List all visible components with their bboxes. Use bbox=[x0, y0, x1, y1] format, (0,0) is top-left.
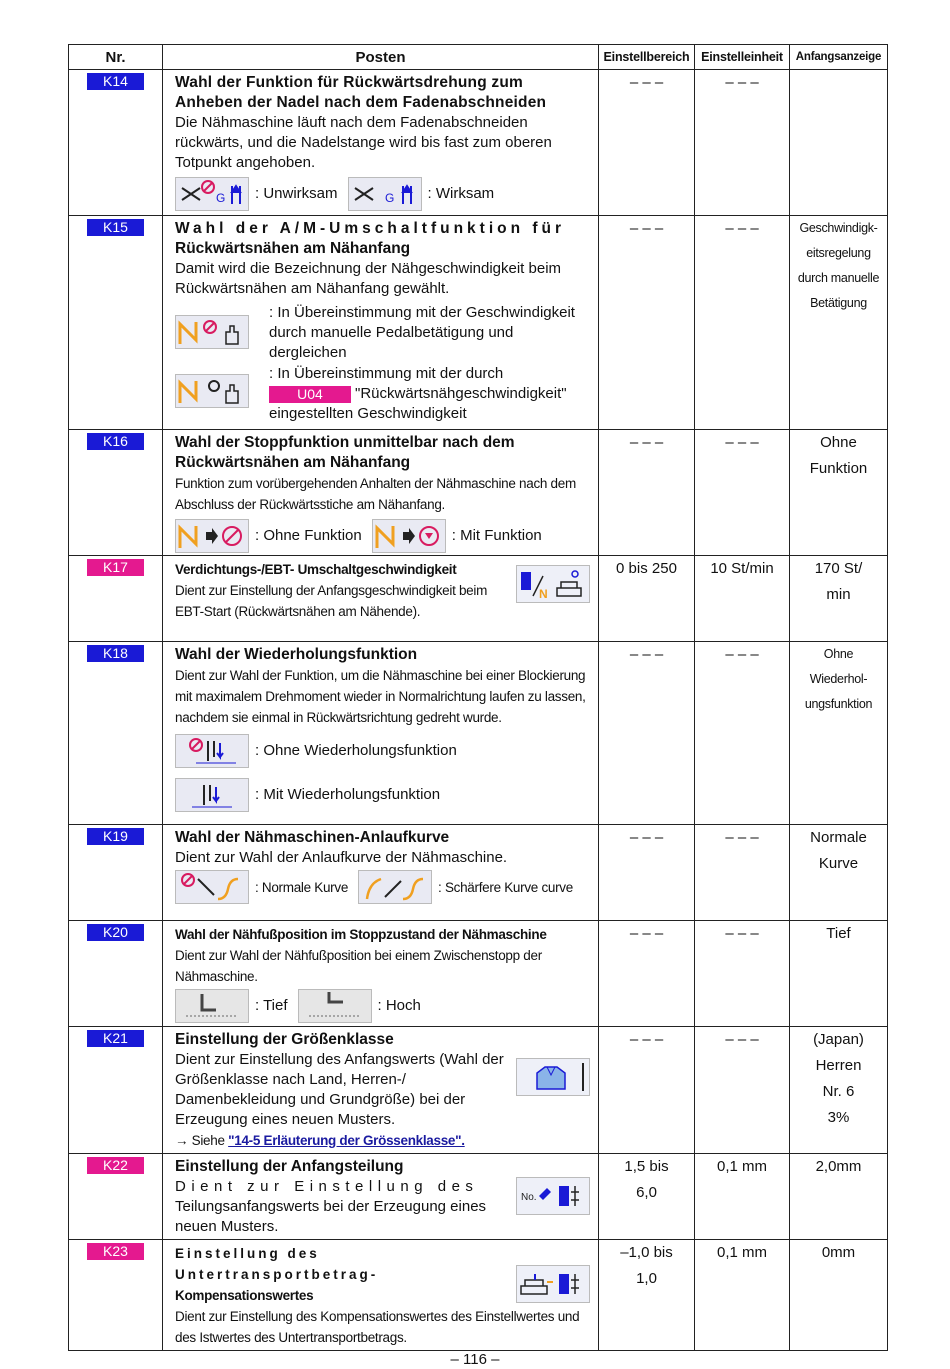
range-value: – – – bbox=[599, 921, 695, 1027]
initial-value bbox=[790, 556, 888, 642]
option-label: : Mit Funktion bbox=[451, 527, 542, 544]
initial-line: Tief bbox=[826, 925, 851, 942]
size-class-icon bbox=[516, 1058, 590, 1096]
option-label: : In Übereinstimmung mit der Geschwindigkeit durch manuelle Pedalbetätigung und dergleichen bbox=[269, 304, 575, 361]
reference-link[interactable]: "14-5 Erläuterung der Grössenklasse". bbox=[228, 1133, 465, 1148]
range-value bbox=[599, 1240, 695, 1351]
sharp-curve-icon bbox=[358, 870, 432, 904]
range-value: – – – bbox=[599, 430, 695, 556]
row-description: Dient zur Einstellung des Kompensationswertes des Einstellwertes und des Istwertes des Untertransportbetrags. bbox=[175, 1309, 580, 1345]
svg-text:N: N bbox=[539, 587, 548, 601]
row-title: Wahl der Nähfußposition im Stoppzustand der Nähmaschine bbox=[175, 927, 547, 942]
scissors-needle-up-disabled-icon bbox=[175, 177, 249, 211]
row-description: Teilungsanfangswerts bei der Erzeugung eines neuen Musters. bbox=[175, 1198, 487, 1235]
range-value: – – – bbox=[599, 825, 695, 921]
initial-line: Betätigung bbox=[810, 296, 867, 310]
page-number: – 116 – bbox=[450, 1351, 500, 1368]
svg-text:No.: No. bbox=[521, 1192, 537, 1203]
initial-line: durch manuelle bbox=[797, 271, 880, 285]
header-range: Einstellbereich bbox=[599, 45, 695, 70]
row-title: Wahl der Nähmaschinen-Anlaufkurve bbox=[175, 829, 450, 846]
feed-compensation-icon bbox=[516, 1265, 590, 1303]
header-nr: Nr. bbox=[69, 45, 163, 70]
initial-line: (Japan) bbox=[813, 1031, 864, 1048]
row-title: Wahl der A/M-Umschaltfunktion für bbox=[175, 220, 566, 237]
svg-text:G: G bbox=[216, 191, 226, 205]
row-title: Kompensationswertes bbox=[175, 1288, 314, 1303]
code-badge: K19 bbox=[87, 828, 144, 845]
unit-value: – – – bbox=[695, 1027, 790, 1154]
table-row bbox=[69, 430, 888, 556]
row-description: Funktion zum vorübergehenden Anhalten der Nähmaschine nach dem Abschluss der Rückwärtsstiche am Nähanfang. bbox=[175, 476, 576, 512]
code-badge: K16 bbox=[87, 433, 144, 450]
table-row bbox=[69, 642, 888, 825]
range-value: 0 bis 250 bbox=[599, 556, 695, 642]
initial-line: ungsfunktion bbox=[804, 697, 873, 711]
initial-line: Geschwindigk- bbox=[799, 221, 878, 235]
header-unit: Einstelleinheit bbox=[695, 45, 790, 70]
reverse-stitch-stop-icon bbox=[372, 519, 446, 553]
table-row bbox=[69, 825, 888, 921]
table-row bbox=[69, 1027, 888, 1154]
row-description: Dient zur Einstellung der Anfangsgeschwindigkeit beim EBT-Start (Rückwärtsnähen am Nähende). bbox=[175, 583, 488, 619]
unit-value: – – – bbox=[695, 430, 790, 556]
initial-line: Ohne bbox=[820, 434, 857, 451]
settings-table bbox=[68, 44, 888, 1351]
table-row bbox=[69, 70, 888, 216]
unit-value: – – – bbox=[695, 921, 790, 1027]
initial-line: 2,0mm bbox=[815, 1158, 862, 1175]
range-value: – – – bbox=[599, 1027, 695, 1154]
code-badge: K22 bbox=[87, 1157, 144, 1174]
range-value: – – – bbox=[599, 70, 695, 216]
pitch-icon bbox=[516, 1177, 590, 1215]
initial-value bbox=[790, 1154, 888, 1240]
table-row bbox=[69, 216, 888, 430]
initial-line: Herren bbox=[815, 1057, 862, 1074]
table-row bbox=[69, 921, 888, 1027]
initial-value bbox=[790, 825, 888, 921]
option-label: : Hoch bbox=[377, 997, 421, 1014]
unit-value: – – – bbox=[695, 216, 790, 430]
header-posten: Posten bbox=[163, 45, 599, 70]
code-badge: K18 bbox=[87, 645, 144, 662]
reverse-stitch-hand-icon bbox=[175, 315, 249, 349]
option-label: : Unwirksam bbox=[255, 185, 338, 202]
initial-line: min bbox=[826, 586, 851, 603]
reverse-stitch-manual-icon bbox=[175, 374, 249, 408]
option-label: : Tief bbox=[255, 997, 288, 1014]
option-label: : In Übereinstimmung mit der durch bbox=[269, 365, 504, 382]
code-badge: K17 bbox=[87, 559, 144, 576]
row-title: Wahl der Wiederholungsfunktion bbox=[175, 646, 418, 663]
initial-value bbox=[790, 921, 888, 1027]
initial-line: Kurve bbox=[818, 855, 859, 872]
table-row bbox=[69, 1240, 888, 1351]
row-title: Einstellung der Anfangsteilung bbox=[175, 1158, 404, 1175]
presser-foot-up-icon bbox=[298, 989, 372, 1023]
unit-value: – – – bbox=[695, 70, 790, 216]
row-title: Einstellung der Größenklasse bbox=[175, 1031, 394, 1048]
unit-value: – – – bbox=[695, 825, 790, 921]
initial-line: Normale bbox=[810, 829, 867, 846]
see-prefix: → Siehe bbox=[175, 1133, 225, 1148]
initial-line: Wiederhol- bbox=[809, 672, 868, 686]
initial-value bbox=[790, 430, 888, 556]
option-label: eingestellten Geschwindigkeit bbox=[269, 405, 467, 422]
row-title: Wahl der Stoppfunktion unmittelbar nach dem Rückwärtsnähen am Nähanfang bbox=[175, 434, 515, 471]
initial-line: 0mm bbox=[821, 1244, 856, 1261]
initial-value bbox=[790, 1240, 888, 1351]
code-badge: K20 bbox=[87, 924, 144, 941]
ebt-speed-icon bbox=[516, 565, 590, 603]
needle-repeat-icon bbox=[175, 778, 249, 812]
range-line: 1,5 bis bbox=[624, 1158, 669, 1175]
range-value bbox=[599, 1154, 695, 1240]
initial-line: 170 St/ bbox=[814, 560, 863, 577]
normal-curve-icon bbox=[175, 870, 249, 904]
initial-line: Ohne bbox=[823, 647, 854, 661]
scissors-needle-up-icon bbox=[348, 177, 422, 211]
row-description: Die Nähmaschine läuft nach dem Fadenabschneiden rückwärts, und die Nadelstange wird bis fast zum oberen Totpunkt angehoben. bbox=[175, 114, 552, 171]
code-badge: K15 bbox=[87, 219, 144, 236]
table-row bbox=[69, 556, 888, 642]
option-label: : Wirksam bbox=[427, 185, 495, 202]
table-header bbox=[69, 45, 888, 70]
reverse-stitch-no-stop-icon bbox=[175, 519, 249, 553]
row-description: Dient zur Wahl der Funktion, um die Nähmaschine bei einer Blockierung mit maximalem Drehmoment wieder in Normalrichtung laufen zu lassen, nachdem sie einmal in Rückwärtsrichtung gedreht wurde. bbox=[175, 668, 586, 725]
option-label: : Schärfere Kurve curve bbox=[438, 879, 573, 895]
initial-value bbox=[790, 216, 888, 430]
range-value: – – – bbox=[599, 216, 695, 430]
option-label: : Normale Kurve bbox=[255, 879, 349, 895]
range-line: –1,0 bis bbox=[620, 1244, 673, 1261]
row-description: Dient zur Wahl der Anlaufkurve der Nähmaschine. bbox=[175, 849, 508, 866]
option-label: "Rückwärtsnähgeschwindigkeit" bbox=[355, 385, 567, 402]
initial-line: 3% bbox=[827, 1109, 850, 1126]
initial-value bbox=[790, 70, 888, 216]
needle-no-repeat-icon bbox=[175, 734, 249, 768]
unit-value: – – – bbox=[695, 642, 790, 825]
initial-value bbox=[790, 642, 888, 825]
code-badge: K14 bbox=[87, 73, 144, 90]
option-label: : Mit Wiederholungsfunktion bbox=[255, 786, 441, 803]
initial-line: Funktion bbox=[809, 460, 868, 477]
unit-value: 0,1 mm bbox=[695, 1154, 790, 1240]
unit-value: 10 St/min bbox=[695, 556, 790, 642]
unit-value: 0,1 mm bbox=[695, 1240, 790, 1351]
svg-text:G: G bbox=[384, 191, 394, 205]
range-line: 6,0 bbox=[636, 1184, 657, 1201]
table-row bbox=[69, 1154, 888, 1240]
option-label: : Ohne Wiederholungsfunktion bbox=[255, 742, 457, 759]
row-title: Rückwärtsnähen am Nähanfang bbox=[175, 240, 411, 257]
row-description: Damit wird die Bezeichnung der Nähgeschwindigkeit beim Rückwärtsnähen am Nähanfang gewählt. bbox=[175, 260, 562, 297]
row-title: Verdichtungs-/EBT- Umschaltgeschwindigkeit bbox=[175, 562, 457, 577]
row-title: Einstellung des Untertransportbetrag- bbox=[175, 1246, 379, 1282]
row-description: Dient zur Einstellung des bbox=[175, 1178, 479, 1195]
code-badge: K21 bbox=[87, 1030, 144, 1047]
code-badge: K23 bbox=[87, 1243, 144, 1260]
option-label: : Ohne Funktion bbox=[255, 527, 362, 544]
initial-value bbox=[790, 1027, 888, 1154]
header-initial: Anfangsanzeige bbox=[790, 45, 888, 70]
range-line: 1,0 bbox=[636, 1270, 657, 1287]
presser-foot-down-icon bbox=[175, 989, 249, 1023]
row-description: Dient zur Wahl der Nähfußposition bei einem Zwischenstopp der Nähmaschine. bbox=[175, 948, 542, 984]
row-title: Wahl der Funktion für Rückwärtsdrehung zum Anheben der Nadel nach dem Fadenabschneiden bbox=[175, 74, 547, 111]
row-description: Dient zur Einstellung des Anfangswerts (Wahl der Größenklasse nach Land, Herren-/ Damenbekleidung und Grundgröße) bei der Erzeugung eines neuen Musters. bbox=[175, 1051, 504, 1128]
initial-line: eitsregelung bbox=[806, 246, 871, 260]
range-value: – – – bbox=[599, 642, 695, 825]
initial-line: Nr. 6 bbox=[822, 1083, 855, 1100]
u04-badge: U04 bbox=[269, 386, 351, 403]
